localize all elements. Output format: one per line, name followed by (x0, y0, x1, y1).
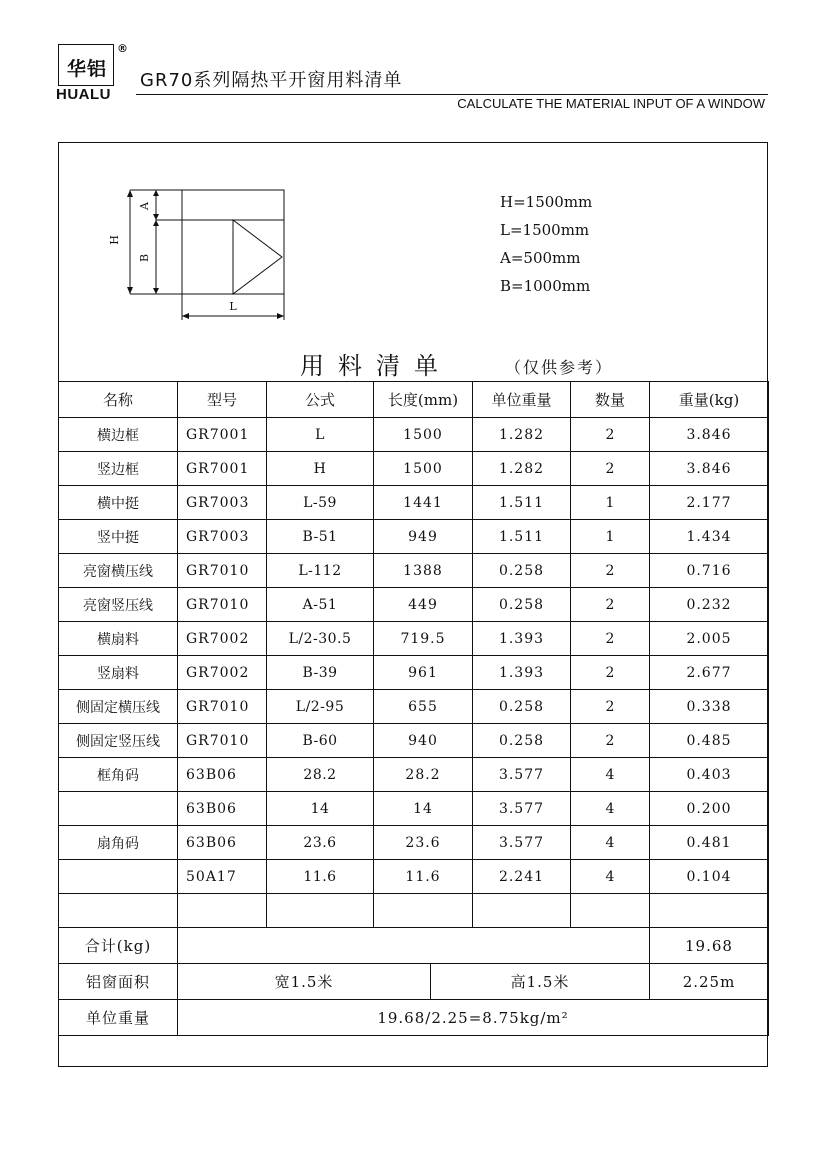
cell-unit-weight: 3.577 (473, 792, 571, 826)
cell-formula: L-112 (267, 554, 374, 588)
cell-weight: 0.200 (650, 792, 769, 826)
document-subtitle: CALCULATE THE MATERIAL INPUT OF A WINDOW (457, 96, 765, 111)
label-a: A (138, 202, 151, 210)
cell-quantity: 4 (571, 860, 650, 894)
cell-unit-weight: 0.258 (473, 588, 571, 622)
cell-name: 扇角码 (59, 826, 178, 860)
cell-quantity: 2 (571, 554, 650, 588)
cell-length: 11.6 (374, 860, 473, 894)
cell-quantity: 1 (571, 486, 650, 520)
cell-name: 侧固定横压线 (59, 690, 178, 724)
cell-model: 50A17 (178, 860, 267, 894)
table-row (59, 554, 769, 588)
cell-model: GR7010 (178, 588, 267, 622)
header-weight: 重量(kg) (650, 382, 769, 418)
cell-model (178, 894, 267, 928)
cell-weight: 0.481 (650, 826, 769, 860)
cell-length: 940 (374, 724, 473, 758)
cell-formula: 14 (267, 792, 374, 826)
cell-unit-weight: 1.393 (473, 656, 571, 690)
total-label: 合计(kg) (59, 928, 178, 964)
cell-formula: B-60 (267, 724, 374, 758)
label-l: L (229, 300, 237, 313)
header-unit-weight: 单位重量 (473, 382, 571, 418)
cell-model: 63B06 (178, 758, 267, 792)
table-row (59, 418, 769, 452)
cell-name: 横边框 (59, 418, 178, 452)
cell-weight: 0.338 (650, 690, 769, 724)
cell-quantity: 2 (571, 690, 650, 724)
area-value: 2.25m (650, 964, 769, 1000)
cell-length: 449 (374, 588, 473, 622)
area-row (59, 964, 769, 1000)
table-row (59, 792, 769, 826)
cell-formula: L/2-95 (267, 690, 374, 724)
dimension-list (500, 188, 592, 300)
cell-model: 63B06 (178, 792, 267, 826)
cell-unit-weight: 1.282 (473, 452, 571, 486)
cell-weight: 0.104 (650, 860, 769, 894)
cell-weight: 0.485 (650, 724, 769, 758)
cell-unit-weight: 0.258 (473, 690, 571, 724)
table-row (59, 486, 769, 520)
total-row (59, 928, 769, 964)
cell-length: 23.6 (374, 826, 473, 860)
cell-length (374, 894, 473, 928)
cell-weight: 2.177 (650, 486, 769, 520)
cell-weight: 0.232 (650, 588, 769, 622)
cell-unit-weight (473, 894, 571, 928)
table-row (59, 826, 769, 860)
cell-formula: 23.6 (267, 826, 374, 860)
cell-model: GR7001 (178, 418, 267, 452)
document-title: GR70系列隔热平开窗用料清单 (140, 70, 403, 91)
header-quantity: 数量 (571, 382, 650, 418)
label-b: B (138, 253, 151, 263)
cell-quantity (571, 894, 650, 928)
cell-formula: H (267, 452, 374, 486)
area-width: 宽1.5米 (178, 964, 431, 999)
cell-model: GR7010 (178, 690, 267, 724)
cell-weight: 2.677 (650, 656, 769, 690)
table-row (59, 520, 769, 554)
header-name: 名称 (59, 382, 178, 418)
cell-quantity: 2 (571, 724, 650, 758)
cell-formula: L/2-30.5 (267, 622, 374, 656)
table-row (59, 894, 769, 928)
cell-length: 28.2 (374, 758, 473, 792)
cell-quantity: 1 (571, 520, 650, 554)
cell-formula (267, 894, 374, 928)
cell-weight: 0.403 (650, 758, 769, 792)
cell-formula: L-59 (267, 486, 374, 520)
cell-quantity: 4 (571, 792, 650, 826)
dimension-a: A=500mm (500, 249, 581, 267)
cell-length: 655 (374, 690, 473, 724)
cell-unit-weight: 0.258 (473, 724, 571, 758)
cell-unit-weight: 3.577 (473, 758, 571, 792)
cell-formula: L (267, 418, 374, 452)
material-list-title: 用料清单 (300, 352, 452, 380)
cell-model: GR7003 (178, 486, 267, 520)
material-table (58, 381, 769, 1036)
cell-quantity: 2 (571, 588, 650, 622)
dimension-b: B=1000mm (500, 277, 591, 295)
cell-name (59, 792, 178, 826)
table-row (59, 690, 769, 724)
cell-unit-weight: 1.393 (473, 622, 571, 656)
cell-name: 横扇料 (59, 622, 178, 656)
cell-unit-weight: 1.282 (473, 418, 571, 452)
area-height: 高1.5米 (510, 973, 570, 991)
cell-formula: B-51 (267, 520, 374, 554)
cell-model: GR7010 (178, 724, 267, 758)
reference-note: （仅供参考） (505, 358, 614, 377)
cell-model: GR7002 (178, 622, 267, 656)
header-length: 长度(mm) (374, 382, 473, 418)
cell-length: 1500 (374, 418, 473, 452)
cell-model: GR7010 (178, 554, 267, 588)
header-model: 型号 (178, 382, 267, 418)
cell-name: 横中挺 (59, 486, 178, 520)
cell-length: 961 (374, 656, 473, 690)
cell-name: 亮窗竖压线 (59, 588, 178, 622)
table-row (59, 724, 769, 758)
cell-unit-weight: 2.241 (473, 860, 571, 894)
cell-name: 框角码 (59, 758, 178, 792)
cell-unit-weight: 3.577 (473, 826, 571, 860)
table-row (59, 758, 769, 792)
unit-weight-value: 19.68/2.25=8.75kg/m² (178, 1000, 769, 1036)
cell-model: 63B06 (178, 826, 267, 860)
cell-formula: 28.2 (267, 758, 374, 792)
area-dimensions (178, 964, 650, 1000)
cell-unit-weight: 0.258 (473, 554, 571, 588)
cell-name: 竖中挺 (59, 520, 178, 554)
cell-name: 竖边框 (59, 452, 178, 486)
table-row (59, 622, 769, 656)
cell-name: 侧固定竖压线 (59, 724, 178, 758)
cell-length: 949 (374, 520, 473, 554)
cell-length: 719.5 (374, 622, 473, 656)
cell-quantity: 2 (571, 452, 650, 486)
table-row (59, 452, 769, 486)
logo-chinese: 华铝 (66, 58, 107, 80)
cell-weight: 0.716 (650, 554, 769, 588)
cell-formula: B-39 (267, 656, 374, 690)
cell-weight: 1.434 (650, 520, 769, 554)
cell-quantity: 4 (571, 758, 650, 792)
dimension-h: H=1500mm (500, 193, 593, 211)
dimension-l: L=1500mm (500, 221, 590, 239)
registered-mark: ® (117, 42, 128, 55)
area-label: 铝窗面积 (59, 964, 178, 1000)
cell-weight: 3.846 (650, 452, 769, 486)
cell-quantity: 2 (571, 418, 650, 452)
opening-triangle (233, 220, 282, 294)
label-h: H (108, 235, 121, 245)
cell-length: 1500 (374, 452, 473, 486)
cell-model: GR7001 (178, 452, 267, 486)
cell-quantity: 2 (571, 656, 650, 690)
cell-length: 14 (374, 792, 473, 826)
window-diagram (100, 180, 300, 325)
cell-name (59, 860, 178, 894)
total-value: 19.68 (650, 928, 769, 964)
table-row (59, 860, 769, 894)
cell-length: 1441 (374, 486, 473, 520)
unit-weight-label: 单位重量 (59, 1000, 178, 1036)
cell-weight: 2.005 (650, 622, 769, 656)
total-spacer (178, 928, 650, 964)
header-divider (136, 94, 768, 95)
table-row (59, 656, 769, 690)
cell-unit-weight: 1.511 (473, 520, 571, 554)
cell-quantity: 2 (571, 622, 650, 656)
table-header-row (59, 382, 769, 418)
cell-name (59, 894, 178, 928)
cell-name: 亮窗横压线 (59, 554, 178, 588)
cell-weight (650, 894, 769, 928)
cell-formula: 11.6 (267, 860, 374, 894)
unit-weight-row (59, 1000, 769, 1036)
logo-english: HUALU (56, 86, 111, 103)
cell-formula: A-51 (267, 588, 374, 622)
cell-length: 1388 (374, 554, 473, 588)
table-row (59, 588, 769, 622)
cell-unit-weight: 1.511 (473, 486, 571, 520)
cell-name: 竖扇料 (59, 656, 178, 690)
cell-model: GR7002 (178, 656, 267, 690)
cell-model: GR7003 (178, 520, 267, 554)
cell-weight: 3.846 (650, 418, 769, 452)
cell-quantity: 4 (571, 826, 650, 860)
header-formula: 公式 (267, 382, 374, 418)
